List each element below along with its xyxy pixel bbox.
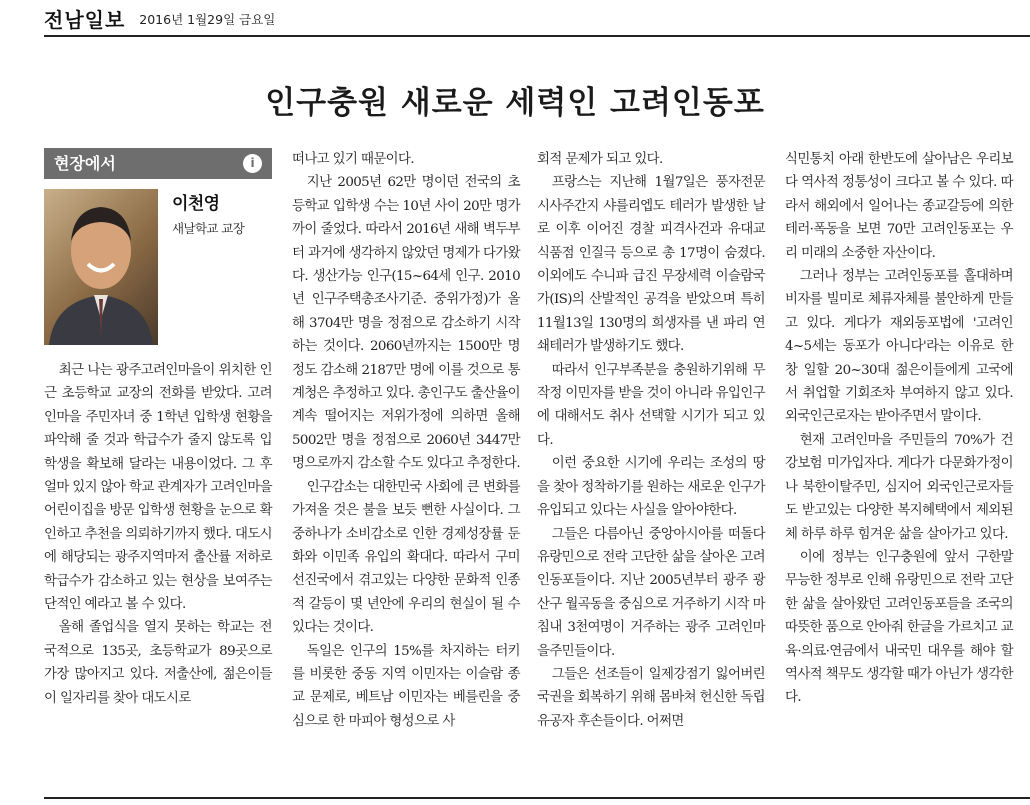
paragraph: 그들은 선조들이 일제강점기 잃어버린 국권을 회복하기 위해 몸바쳐 헌신한 독립유공자 후손들이다. 어쩌면 <box>537 666 765 729</box>
paragraph: 프랑스는 지난해 1월7일은 풍자전문 시사주간지 샤를리엡도 테러가 발생한 날로 이후 이어진 경찰 피격사건과 유대교 식품점 인질극 등으로 총 17명이 숨졌다. 이외에도 수니파 급진 무장세력 이슬람국가(IS)의 산발적인 공격을 받았으며 특히 11월13일 130명의 희생자를 낸 파리 연쇄테러가 발생하기도 했다. <box>537 175 765 355</box>
paragraph: 회적 문제가 되고 있다. <box>537 152 663 167</box>
author-block <box>44 189 272 359</box>
column-1 <box>44 148 272 710</box>
paragraph: 이에 정부는 인구충원에 앞서 구한말 무능한 정부로 인해 유랑민으로 전락 고단한 삶을 살아왔던 고려인동포들을 조국의 따뜻한 품으로 안아줘 한글을 가르치고 교육·의료·연금에서 내국민 대우를 해야 할 역사적 책무도 생각할 때가 아닌가 생각한다. <box>785 549 1013 706</box>
paragraph: 떠나고 있기 때문이다. <box>292 152 414 167</box>
masthead <box>44 5 1030 31</box>
author-role: 새날학교 교장 <box>172 221 245 236</box>
paragraph: 지난 2005년 62만 명이던 전국의 초등학교 입학생 수는 10년 사이 20만 명가까이 줄었다. 따라서 2016년 새해 벽두부터 과거에 생각하지 않았던 명제가 다가왔다. 생산가능 인구(15~64세 인구. 2010년 인구주택총조사기준. 중위가정)가 올해 3704만 명을 정점으로 감소하기 시작하는 것이다. 2060년까지는 1500만 명 정도 감소해 2187만 명에 이를 것으로 통계청은 추정하고 있다. 총인구도 출산율이 계속 떨어지는 저위가정에 의하면 올해 5002만 명을 정점으로 2060년 3447만 명으로까지 감소할 수도 있다고 추정한다. <box>292 175 520 472</box>
headline: 인구충원 새로운 세력인 고려인동포 <box>265 85 765 121</box>
paragraph: 현재 고려인마을 주민들의 70%가 건강보험 미가입자다. 게다가 다문화가정이나 북한이탈주민, 심지어 외국인근로자들도 받고있는 다양한 복지혜택에서 제외된 체 하루 하루 힘겨운 삶을 살아가고 있다. <box>785 432 1013 542</box>
paragraph: 그러나 정부는 고려인동포를 홀대하며 비자를 빌미로 체류자체를 불안하게 만들고 있다. 게다가 재외동포법에 '고려인 4~5세는 동포가 아니다'라는 이유로 한창 일할 20~30대 젊은이들에게 고국에서 취업할 기회조차 부여하지 않고 있다. 외국인근로자는 받아주면서 말이다. <box>785 269 1013 425</box>
paragraph: 식민통치 아래 한반도에 살아남은 우리보다 역사적 정통성이 크다고 볼 수 있다. 따라서 해외에서 일어나는 종교갈등에 의한 테러·폭동을 보면 70만 고려인동포는 우리 미래의 소중한 자산이다. <box>785 152 1013 261</box>
paragraph: 따라서 인구부족분을 충원하기위해 무작정 이민자를 받을 것이 아니라 유입인구에 대해서도 취사 선택할 시기가 되고 있다. <box>537 362 765 448</box>
paragraph: 최근 나는 광주고려인마을이 위치한 인근 초등학교 교장의 전화를 받았다. 고려인마을 주민자녀 중 1학년 입학생 현황을 파악해 줄 것과 학급수가 줄지 않도록 입학생을 확보해 달라는 내용이었다. 그 후 얼마 있지 않아 학교 관계자가 고려인마을 어린이집을 방문 입학생 현황을 눈으로 확인하고 추천을 의뢰하기까지 했다. 대도시에 해당되는 광주지역마저 출산률 저하로 학급수가 감소하고 있는 현상을 보여주는 단적인 예라고 볼 수 있다. <box>44 363 272 613</box>
column-3 <box>537 148 765 733</box>
paragraph: 그들은 다름아닌 중앙아시아를 떠돌다 유랑민으로 전락 고단한 삶을 살아온 고려인동포들이다. 지난 2005년부터 광주 광산구 월곡동을 중심으로 거주하기 시작 마침내 3천여명이 거주하는 광주 고려인마을주민들이다. <box>537 526 765 659</box>
paragraph: 이런 중요한 시기에 우리는 조성의 땅을 찾아 정착하기를 원하는 새로운 인구가 유입되고 있다는 사실을 알아야한다. <box>537 456 765 519</box>
newspaper-logo: 전남일보 <box>44 7 126 32</box>
info-icon: i <box>243 154 262 173</box>
author-photo <box>44 189 158 345</box>
issue-date: 2016년 1월29일 금요일 <box>139 12 276 27</box>
paragraph: 인구감소는 대한민국 사회에 큰 변화를 가져올 것은 불을 보듯 뻔한 사실이다. 그 중하나가 소비감소로 인한 경제성장률 둔화와 이민족 유입의 확대다. 따라서 구미 선진국에서 겪고있는 다양한 문화적 인종적 갈등이 몇 년안에 우리의 현실이 될 수 있다는 것이다. <box>292 479 520 636</box>
author-name: 이천영 <box>172 194 220 214</box>
bottom-rule <box>44 797 1030 799</box>
column-4 <box>785 148 1013 710</box>
paragraph: 독일은 인구의 15%를 차지하는 터키를 비롯한 중동 지역 이민자는 이슬람 종교 문제로, 베트남 이민자는 베를린을 중심으로 한 마피아 형성으로 사 <box>292 643 520 729</box>
paragraph: 올해 졸업식을 열지 못하는 학교는 전국적으로 135곳, 초등학교가 89곳으로 가장 많아지고 있다. 저출산에, 젊은이들이 일자리를 찾아 대도시로 <box>44 620 272 706</box>
column-2 <box>292 148 520 733</box>
section-label: 현장에서 <box>54 154 116 173</box>
top-rule <box>44 35 1030 37</box>
section-header <box>44 148 272 179</box>
